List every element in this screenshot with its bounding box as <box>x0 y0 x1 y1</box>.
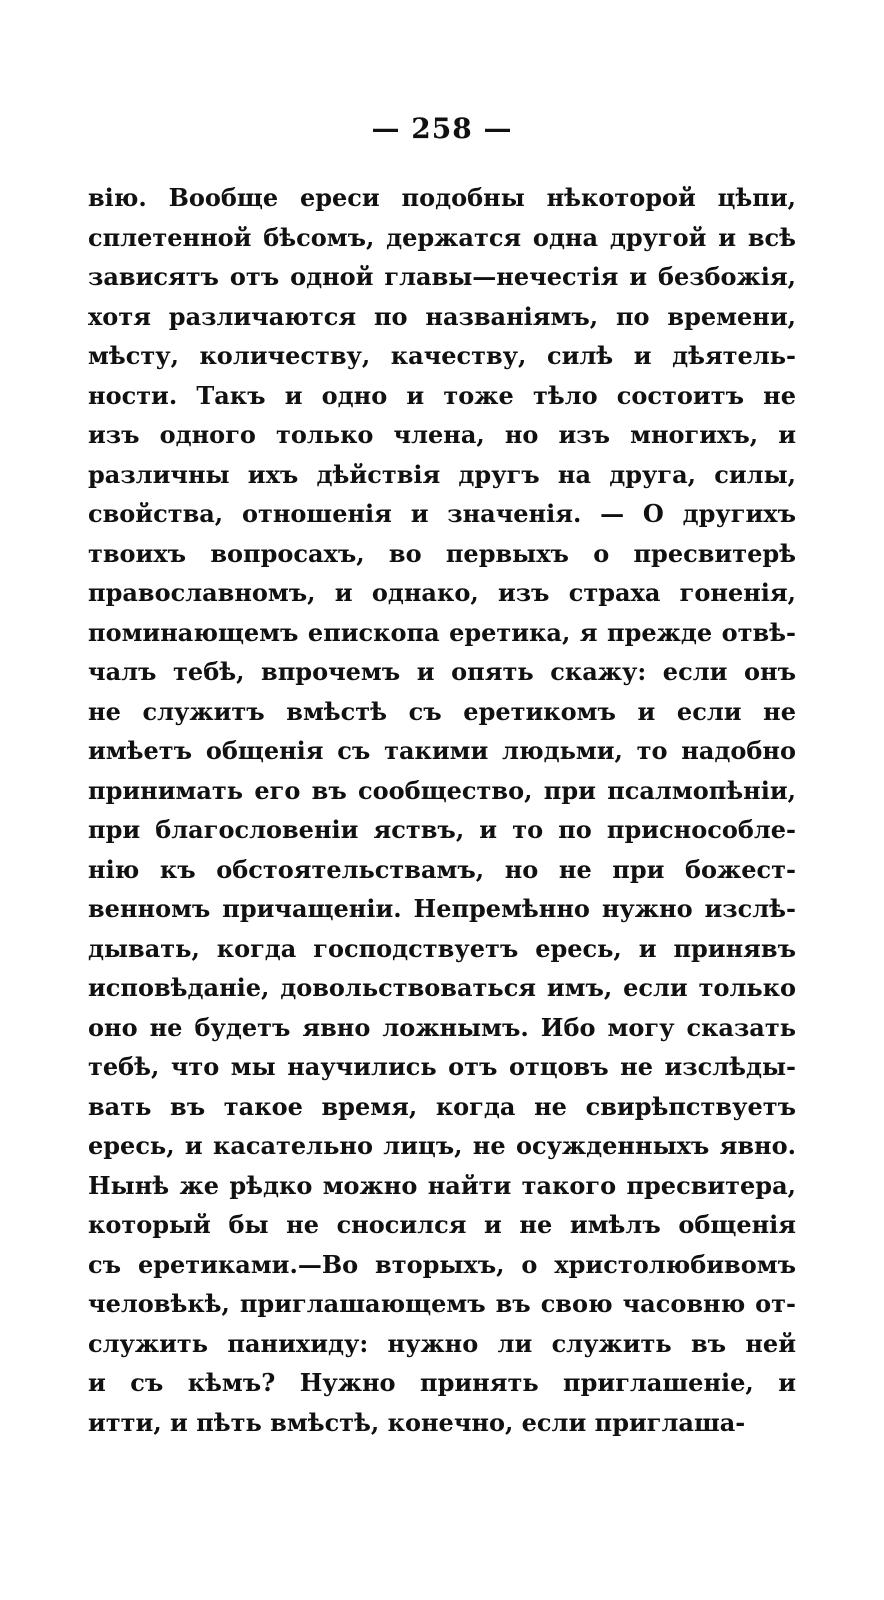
text-line: мѣсту, количеству, качеству, силѣ и дѣятель- <box>88 341 796 370</box>
text-line: православномъ, и однако, изъ страха гоненія, <box>88 578 796 607</box>
text-line: ересь, и касательно лицъ, не осужденныхъ явно. <box>88 1131 796 1160</box>
text-line: твоихъ вопросахъ, во первыхъ о пресвитерѣ <box>88 538 796 568</box>
text-line: и съ кѣмъ? Нужно принять приглашеніе, и <box>88 1368 796 1397</box>
text-line: нію къ обстоятельствамъ, но не при божест- <box>88 854 796 884</box>
text-line: дывать, когда господствуетъ ересь, и принявъ <box>88 933 796 963</box>
text-line: исповѣданіе, довольствоваться имъ, если только <box>88 973 796 1002</box>
text-line: изъ одного только члена, но изъ многихъ, и <box>88 420 796 449</box>
text-line: Нынѣ же рѣдко можно найти такого пресвитера, <box>88 1170 796 1200</box>
text-line: итти, и пѣть вмѣстѣ, конечно, если приглаша- <box>88 1407 746 1437</box>
text-line: свойства, отношенія и значенія. — О другихъ <box>88 499 796 528</box>
body-text <box>88 178 796 1442</box>
text-line: принимать его въ сообщество, при псалмопѣніи, <box>88 775 796 805</box>
text-line: поминающемъ епископа еретика, я прежде отвѣ- <box>88 617 796 647</box>
text-line: вать въ такое время, когда не свирѣпствуетъ <box>88 1091 796 1121</box>
text-line: съ еретиками.—Во вторыхъ, о христолюбивомъ <box>88 1249 796 1279</box>
text-line: человѣкѣ, приглашающемъ въ свою часовню от- <box>88 1289 796 1318</box>
text-line: зависятъ отъ одной главы—нечестія и безбожія, <box>88 262 796 291</box>
text-line: чалъ тебѣ, впрочемъ и опять скажу: если онъ <box>88 657 796 686</box>
text-line: служить панихиду: нужно ли служить въ ней <box>88 1328 796 1358</box>
text-line: который бы не сносился и не имѣлъ общенія <box>88 1210 796 1239</box>
text-line: имѣетъ общенія съ такими людьми, то надобно <box>88 736 796 765</box>
text-line: различны ихъ дѣйствія другъ на друга, силы, <box>88 459 796 489</box>
text-line: ности. Такъ и одно и тоже тѣло состоитъ не <box>88 380 796 410</box>
text-line: хотя различаются по названіямъ, по времени, <box>88 301 796 331</box>
text-line: при благословеніи яствъ, и то по приснособле- <box>88 815 796 844</box>
text-line: вію. Вообще ереси подобны нѣкоторой цѣпи, <box>88 183 796 212</box>
text-line: оно не будетъ явно ложнымъ. Ибо могу сказать <box>88 1012 796 1042</box>
text-line: сплетенной бѣсомъ, держатся одна другой и всѣ <box>88 222 796 252</box>
text-line: венномъ причащеніи. Непремѣнно нужно изслѣ- <box>88 894 796 923</box>
page-number: — 258 — <box>371 112 513 145</box>
text-line: тебѣ, что мы научились отъ отцовъ не изслѣды- <box>88 1052 796 1081</box>
text-line: не служитъ вмѣстѣ съ еретикомъ и если не <box>88 696 796 726</box>
